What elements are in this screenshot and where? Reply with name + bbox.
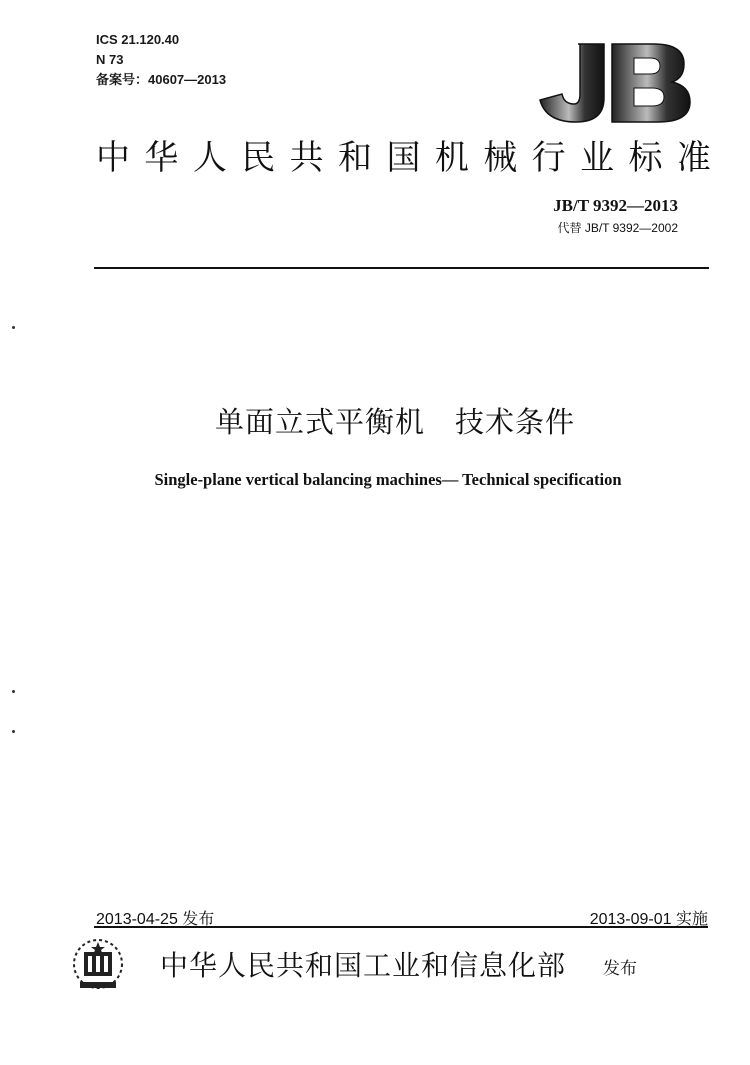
- title-char: 和: [338, 138, 373, 178]
- publish-label: 发布: [603, 959, 637, 979]
- title-char: 华: [144, 138, 179, 178]
- document-metadata: [96, 30, 226, 90]
- title-char: 行: [531, 138, 566, 178]
- title-char: 标: [628, 138, 663, 178]
- title-char: 民: [241, 138, 276, 178]
- title-char: 国: [386, 138, 421, 178]
- title-char: 械: [483, 138, 518, 178]
- header-divider: [94, 267, 709, 269]
- document-title-english: Single-plane vertical balancing machines— Technical specification: [154, 470, 622, 489]
- replaces-standard: 代替 JB/T 9392—2002: [557, 221, 678, 235]
- industry-standard-title: [96, 134, 711, 182]
- jb-logo: [534, 42, 694, 124]
- ics-code: ICS 21.120.40: [96, 32, 180, 47]
- title-char: 机: [434, 138, 469, 178]
- title-char: 业: [580, 138, 615, 178]
- ministry-emblem-icon: [66, 936, 130, 996]
- scan-speck: [12, 730, 15, 733]
- publisher-name: 中华人民共和国工业和信息化部: [160, 949, 567, 982]
- title-char: 人: [192, 138, 227, 178]
- title-char: 中: [96, 138, 130, 178]
- implementation-date: 2013-09-01 实施: [589, 911, 708, 928]
- ccs-code: N 73: [96, 52, 124, 67]
- title-char: 共: [289, 138, 324, 178]
- standard-number: JB/T 9392—2013: [553, 196, 678, 215]
- document-title-chinese: 单面立式平衡机 技术条件: [214, 405, 575, 439]
- scan-speck: [12, 690, 15, 693]
- title-char: 准: [676, 138, 711, 178]
- filing-number: 备案号：40607—2013: [96, 72, 227, 87]
- footer-divider: [94, 926, 708, 928]
- issue-date: 2013-04-25 发布: [96, 911, 215, 928]
- scan-speck: [12, 326, 15, 329]
